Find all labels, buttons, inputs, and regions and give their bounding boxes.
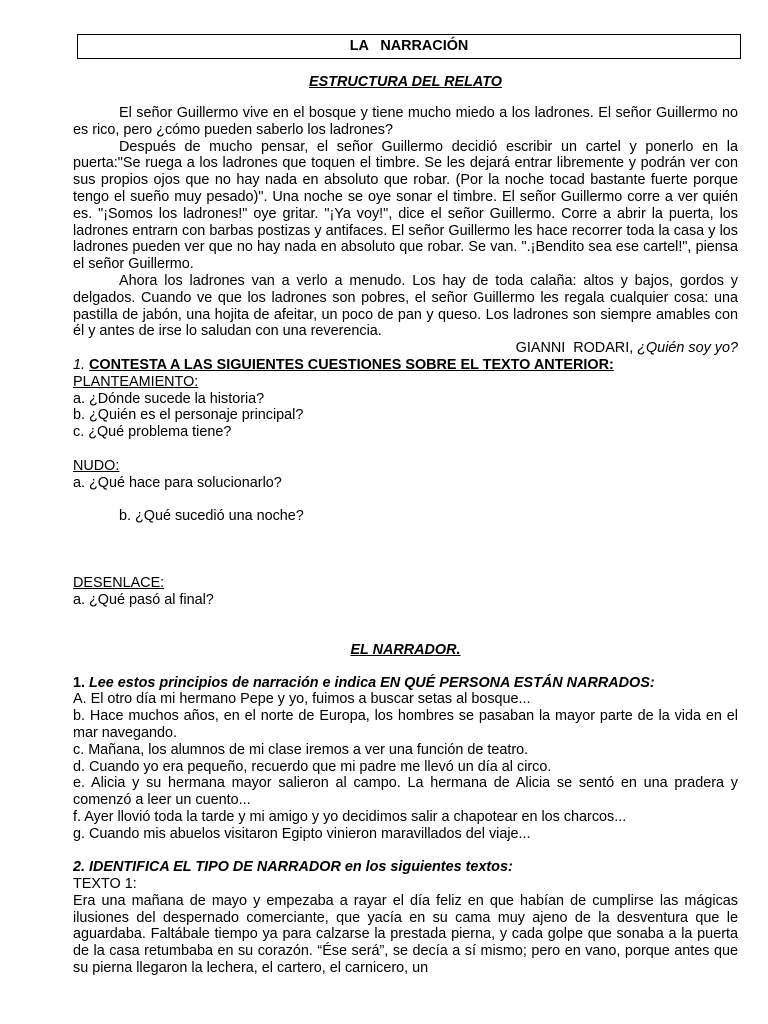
exercise-item: f. Ayer llovió toda la tarde y mi amigo y yo decidimos salir a chapotear en los charcos... [73, 808, 627, 825]
exercise-item: c. Mañana, los alumnos de mi clase iremos a ver una función de teatro. [73, 741, 529, 758]
exercise-item: d. Cuando yo era pequeño, recuerdo que mi padre me llevó un día al circo. [73, 758, 552, 775]
author-name: GIANNI RODARI, [515, 340, 638, 357]
story-paragraph-1: El señor Guillermo vive en el bosque y tiene mucho miedo a los ladrones. El señor Guillermo no es rico, pero ¿cómo pueden saberlo los ladrones? [73, 105, 738, 138]
texto1-paragraph: Era una mañana de mayo y empezaba a rayar el día feliz en que habían de cumplirse las mágicas ilusiones del despernado comerciante, que yacía en su cama muy ajeno de la desventura que le aguardaba. Faltábale tiempo ya para calzarse la prestada pierna, y cada golpe que sonaba a la puerta de la casa retumbaba en su corazón. “Ése será”, se decía a sí mismo; pero en vano, porque antes que su pierna llegaron la lechera, el cartero, el carnicero, un [73, 892, 738, 977]
exercise-item: g. Cuando mis abuelos visitaron Egipto vinieron maravillados del viaje... [73, 825, 531, 842]
story-paragraph-3: Ahora los ladrones van a verlo a menudo. Los hay de toda calaña: altos y bajos, gordos y delgados. Cuando ve que los ladrones son pobres, el señor Guillermo les regala cualquier cosa: una pastilla de jabón, una hojita de afeitar, un poco de pan y queso. Los ladrones son siempre amables con él y antes de irse lo saludan con una reverencia. [73, 272, 738, 340]
exercise-item: e. Alicia y su hermana mayor salieron al campo. La hermana de Alicia se sentó en una pradera y comenzó a leer un cuento... [73, 775, 738, 809]
story-paragraph-2: Después de mucho pensar, el señor Guillermo decidió escribir un cartel y ponerlo en la puerta:"Se ruega a los ladrones que toquen el timbre. Se les dejará entrar libremente y podrán ver con sus propios ojos que no hay nada en absoluto que robar. (Por la noche tocad bastante fuerte porque tengo el sueño muy pesado)". Una noche se oye sonar el timbre. El señor Guillermo corre a ver quién es. "¡Somos los ladrones!" oye gritar. "¡Ya voy!", dice el señor Guillermo. Corre a abrir la puerta, los ladrones entrarn con barbas postizas y antifaces. El señor Guillermo les hace recorrer toda la casa y los ladrones pueden ver que no hay nada en absoluto que robar. Se van. ".¡Bendito sea ese cartel!", piensa el señor Guillermo. [73, 138, 738, 273]
nudo-label: NUDO: [73, 457, 120, 474]
q1-heading-text: CONTESTA A LAS SIGUIENTES CUESTIONES SOBRE EL TEXTO ANTERIOR: [89, 356, 614, 373]
ex2-heading: 2. IDENTIFICA EL TIPO DE NARRADOR en los siguientes textos: [73, 859, 513, 876]
question-item: b. ¿Qué sucedió una noche? [119, 508, 304, 525]
question-item: a. ¿Qué hace para solucionarlo? [73, 474, 282, 491]
desenlace-label: DESENLACE: [73, 574, 165, 591]
q1-number: 1. [73, 356, 89, 373]
page-title: LA NARRACIÓN [77, 34, 741, 59]
exercise-item: A. El otro día mi hermano Pepe y yo, fuimos a buscar setas al bosque... [73, 691, 531, 708]
ex1-number: 1. [73, 674, 89, 691]
question-item: c. ¿Qué problema tiene? [73, 424, 232, 441]
story-attribution [73, 340, 738, 357]
section-heading-narrador: EL NARRADOR. [350, 641, 461, 658]
planteamiento-label: PLANTEAMIENTO: [73, 373, 199, 390]
question-item: a. ¿Dónde sucede la historia? [73, 390, 265, 407]
ex1-instruction: Lee estos principios de narración e indica EN QUÉ PERSONA ESTÁN NARRADOS: [89, 674, 655, 691]
texto1-label: TEXTO 1: [73, 876, 137, 893]
question-item: a. ¿Qué pasó al final? [73, 591, 214, 608]
section-heading-estructura: ESTRUCTURA DEL RELATO [309, 74, 502, 90]
exercise-item: b. Hace muchos años, en el norte de Europa, los hombres se pasaban la mayor parte de la vida en el mar navegando. [73, 708, 738, 741]
work-title: ¿Quién soy yo? [637, 340, 738, 357]
q1-heading [73, 357, 738, 374]
question-item: b. ¿Quién es el personaje principal? [73, 407, 304, 424]
ex1-heading [73, 675, 738, 692]
